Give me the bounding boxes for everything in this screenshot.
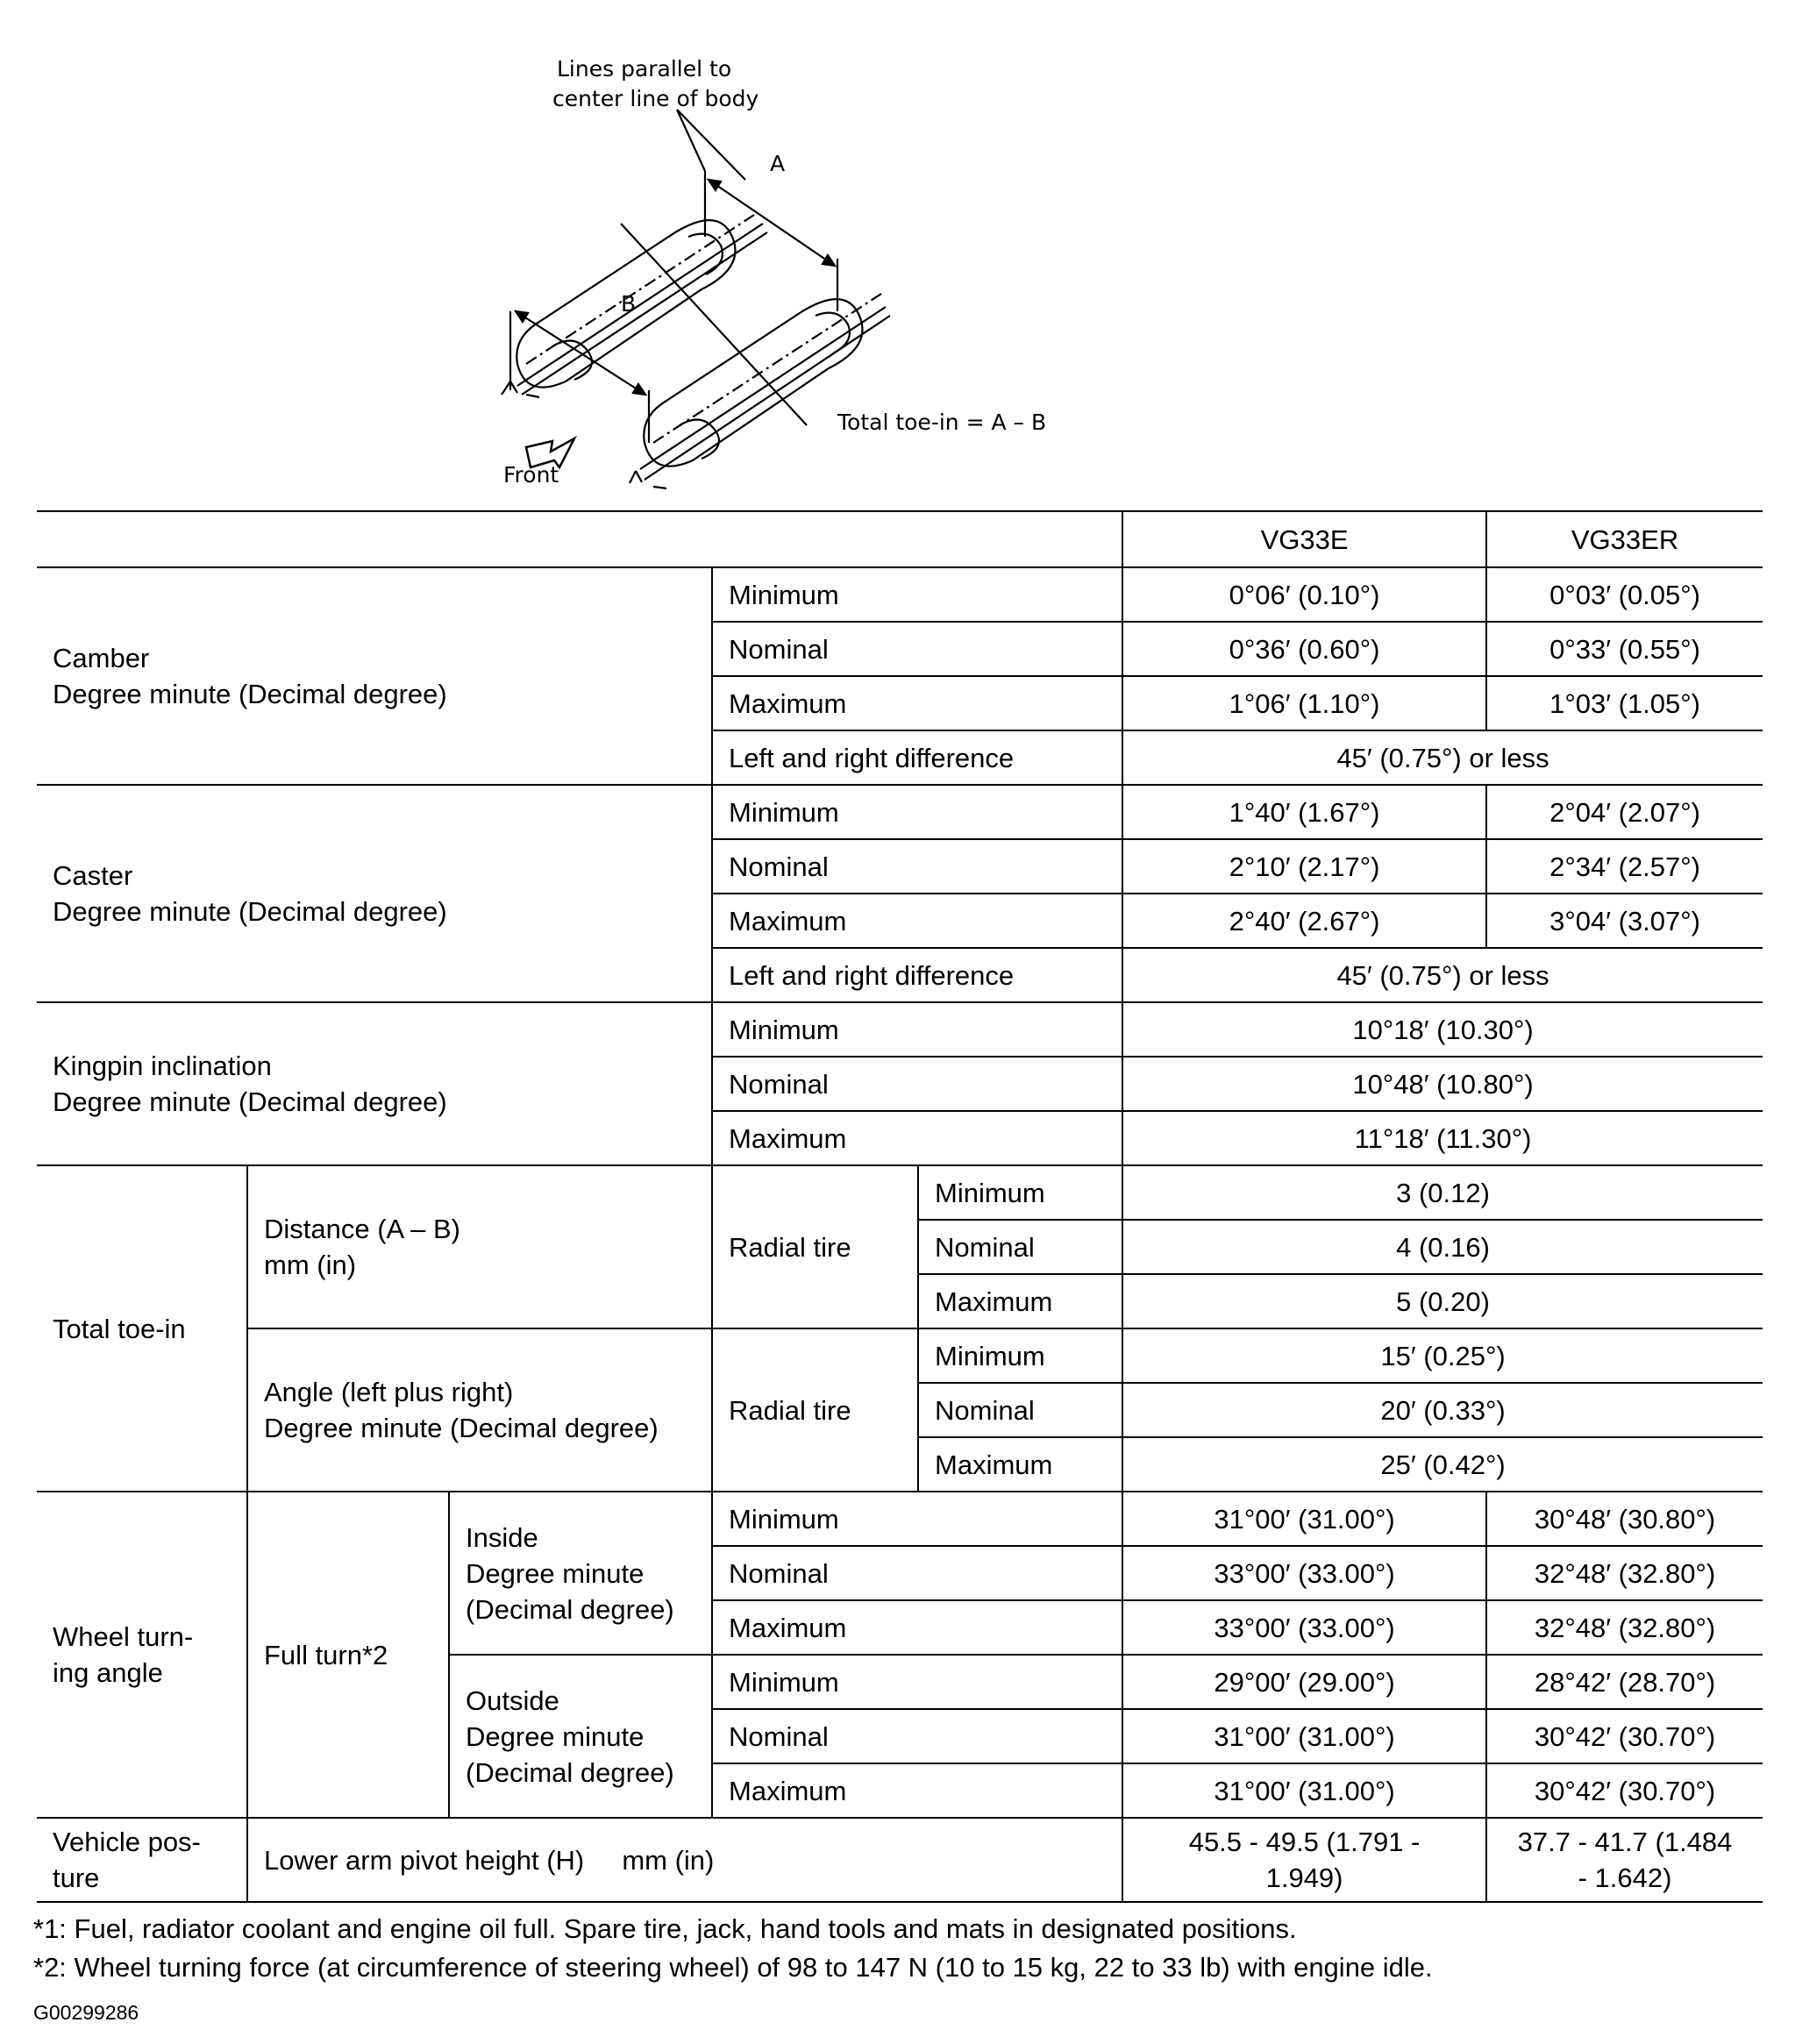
inside-maximum-label: Maximum [712,1600,1122,1655]
camber-minimum-vg33e: 0°06′ (0.10°) [1122,567,1486,622]
camber-diff-value: 45′ (0.75°) or less [1122,730,1763,785]
camber-nominal-vg33er: 0°33′ (0.55°) [1486,622,1763,676]
outside-maximum-vg33e: 31°00′ (31.00°) [1122,1763,1486,1818]
toe-distance-maximum-value: 5 (0.20) [1122,1274,1763,1328]
outside-maximum-vg33er: 30°42′ (30.70°) [1486,1763,1763,1818]
camber-label-cell [37,567,712,785]
outside-label-2: Degree minute [466,1720,645,1752]
toe-angle-label-cell [247,1328,712,1492]
inside-label-1: Inside [466,1521,538,1553]
inside-label-cell [449,1492,712,1655]
camber-title: Camber [53,643,150,673]
inside-label-3: (Decimal degree) [466,1593,674,1625]
toe-angle-unit: Degree minute (Decimal degree) [264,1413,659,1443]
vehicle-posture-vg33er-1: 37.7 - 41.7 (1.484 [1517,1827,1733,1857]
toe-angle-nominal-label: Nominal [918,1383,1122,1437]
inside-minimum-vg33e: 31°00′ (31.00°) [1122,1492,1486,1546]
outside-label-1: Outside [466,1684,559,1716]
footnote-2: *2: Wheel turning force (at circumference of steering wheel) of 98 to 147 N (10 to 15 kg, 22 to 33 lb) with engine idle. [33,1952,1433,1983]
column-header-vg33er: VG33ER [1486,511,1763,567]
kingpin-minimum-value: 10°18′ (10.30°) [1122,1002,1763,1057]
camber-minimum-label: Minimum [712,567,1122,622]
outside-label-cell [449,1655,712,1818]
vehicle-posture-title-2: ture [53,1862,100,1893]
outside-nominal-vg33er: 30°42′ (30.70°) [1486,1709,1763,1763]
outside-minimum-vg33er: 28°42′ (28.70°) [1486,1655,1763,1709]
camber-nominal-label: Nominal [712,622,1122,676]
caster-unit: Degree minute (Decimal degree) [53,896,447,927]
toe-distance-minimum-label: Minimum [918,1165,1122,1220]
caster-minimum-label: Minimum [712,785,1122,839]
caster-diff-label: Left and right difference [712,948,1122,1002]
toe-in-title: Total toe-in [37,1165,247,1492]
outside-maximum-label: Maximum [712,1763,1122,1818]
kingpin-unit: Degree minute (Decimal degree) [53,1086,447,1117]
outside-minimum-vg33e: 29°00′ (29.00°) [1122,1655,1486,1709]
vehicle-posture-title-cell [37,1818,247,1902]
camber-maximum-vg33er: 1°03′ (1.05°) [1486,676,1763,730]
inside-maximum-vg33e: 33°00′ (33.00°) [1122,1600,1486,1655]
toe-distance-maximum-label: Maximum [918,1274,1122,1328]
inside-label-2: Degree minute [466,1557,645,1589]
outside-minimum-label: Minimum [712,1655,1122,1709]
outside-label-3: (Decimal degree) [466,1756,674,1788]
caster-minimum-vg33er: 2°04′ (2.07°) [1486,785,1763,839]
figure-id: G00299286 [33,2001,139,2024]
caster-nominal-vg33er: 2°34′ (2.57°) [1486,839,1763,894]
camber-minimum-vg33er: 0°03′ (0.05°) [1486,567,1763,622]
caster-title: Caster [53,860,133,891]
toe-angle-maximum-value: 25′ (0.42°) [1122,1437,1763,1492]
vehicle-posture-vg33er-cell [1486,1818,1763,1902]
diagram-label-lines-2: center line of body [552,86,759,111]
toe-angle-tire: Radial tire [712,1328,918,1492]
table-row [37,1492,1763,1546]
wheel-alignment-spec-table [37,510,1763,1903]
caster-maximum-vg33e: 2°40′ (2.67°) [1122,894,1486,948]
kingpin-label-cell [37,1002,712,1165]
toe-distance-minimum-value: 3 (0.12) [1122,1165,1763,1220]
diagram-label-lines-1: Lines parallel to [557,56,732,82]
caster-nominal-vg33e: 2°10′ (2.17°) [1122,839,1486,894]
diagram-label-total-toe: Total toe-in = A – B [837,410,1047,435]
caster-maximum-vg33er: 3°04′ (3.07°) [1486,894,1763,948]
wheel-turning-title-2: ing angle [53,1657,163,1688]
toe-distance-title: Distance (A – B) [264,1214,460,1244]
camber-maximum-label: Maximum [712,676,1122,730]
kingpin-nominal-label: Nominal [712,1057,1122,1111]
toe-angle-minimum-value: 15′ (0.25°) [1122,1328,1763,1383]
column-header-vg33e: VG33E [1122,511,1486,567]
vehicle-posture-vg33e-1: 45.5 - 49.5 (1.791 - [1188,1827,1421,1857]
inside-minimum-vg33er: 30°48′ (30.80°) [1486,1492,1763,1546]
toe-distance-nominal-value: 4 (0.16) [1122,1220,1763,1274]
diagram-label-b: B [621,291,637,317]
toe-angle-nominal-value: 20′ (0.33°) [1122,1383,1763,1437]
table-row [37,567,1763,622]
camber-unit: Degree minute (Decimal degree) [53,679,447,709]
kingpin-maximum-value: 11°18′ (11.30°) [1122,1111,1763,1165]
wheel-turning-title-cell [37,1492,247,1818]
caster-minimum-vg33e: 1°40′ (1.67°) [1122,785,1486,839]
vehicle-posture-vg33e-2: 1.949) [1265,1862,1343,1893]
vehicle-posture-title-1: Vehicle pos- [53,1827,201,1857]
outside-nominal-label: Nominal [712,1709,1122,1763]
diagram-label-front: Front [503,462,559,488]
inside-nominal-vg33er: 32°48′ (32.80°) [1486,1546,1763,1600]
table-row [37,1818,1763,1902]
full-turn-label: Full turn*2 [247,1492,449,1818]
table-header-row [37,511,1763,567]
toe-angle-minimum-label: Minimum [918,1328,1122,1383]
vehicle-posture-vg33e-cell [1122,1818,1486,1902]
toe-in-diagram [491,48,1105,500]
toe-in-illustration [491,48,1105,500]
toe-angle-maximum-label: Maximum [918,1437,1122,1492]
kingpin-maximum-label: Maximum [712,1111,1122,1165]
toe-distance-nominal-label: Nominal [918,1220,1122,1274]
caster-maximum-label: Maximum [712,894,1122,948]
inside-nominal-vg33e: 33°00′ (33.00°) [1122,1546,1486,1600]
footnote-1: *1: Fuel, radiator coolant and engine oil full. Spare tire, jack, hand tools and mats in designated positions. [33,1913,1297,1944]
vehicle-posture-vg33er-2: - 1.642) [1578,1862,1672,1893]
vehicle-posture-label: Lower arm pivot height (H) mm (in) [247,1818,1122,1902]
diagram-label-a: A [770,151,786,176]
toe-distance-label-cell [247,1165,712,1328]
caster-nominal-label: Nominal [712,839,1122,894]
camber-maximum-vg33e: 1°06′ (1.10°) [1122,676,1486,730]
toe-distance-unit: mm (in) [264,1250,357,1280]
outside-nominal-vg33e: 31°00′ (31.00°) [1122,1709,1486,1763]
inside-maximum-vg33er: 32°48′ (32.80°) [1486,1600,1763,1655]
table-row [37,1328,1763,1383]
table-row [37,1165,1763,1220]
toe-distance-tire: Radial tire [712,1165,918,1328]
table-row [37,785,1763,839]
kingpin-minimum-label: Minimum [712,1002,1122,1057]
caster-diff-value: 45′ (0.75°) or less [1122,948,1763,1002]
wheel-turning-title-1: Wheel turn- [53,1621,194,1652]
table-row [37,1002,1763,1057]
header-blank [37,511,1122,567]
camber-diff-label: Left and right difference [712,730,1122,785]
footnotes [33,1910,1770,1987]
inside-nominal-label: Nominal [712,1546,1122,1600]
camber-nominal-vg33e: 0°36′ (0.60°) [1122,622,1486,676]
inside-minimum-label: Minimum [712,1492,1122,1546]
kingpin-title: Kingpin inclination [53,1050,272,1081]
caster-label-cell [37,785,712,1002]
toe-angle-title: Angle (left plus right) [264,1377,514,1407]
right-wheel-outline [644,299,862,466]
kingpin-nominal-value: 10°48′ (10.80°) [1122,1057,1763,1111]
